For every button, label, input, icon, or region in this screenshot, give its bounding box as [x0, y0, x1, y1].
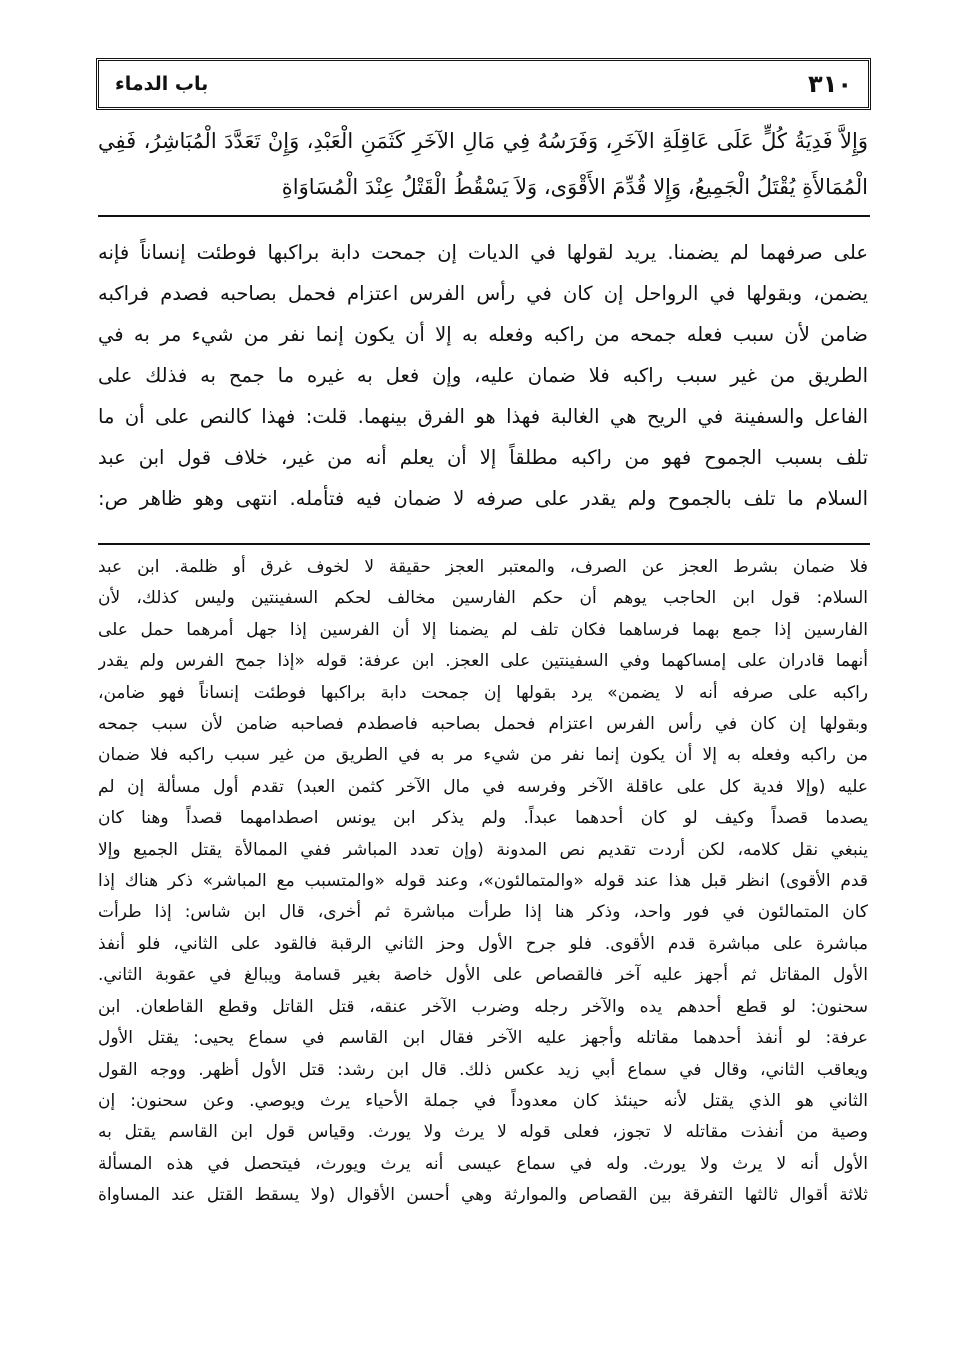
hashiya-line: وصية من أنفذت مقاتله لا تجوز، فعلى قوله لا يرث ولا يورث. وقياس قول ابن القاسم يقتل به: [98, 1122, 868, 1143]
section-divider: [98, 215, 870, 217]
sharh-line: على صرفهما لم يضمنا. يريد لقولها في الديات إن جمحت دابة براكبها فوطئت إنساناً فإنه: [98, 241, 868, 264]
hashiya-line: يصدما قصداً وكيف لو كان أحدهما عبداً. ولم يذكر ابن يونس اصطدامهما قصداً وهنا كان: [98, 808, 868, 829]
hashiya-line: عرفة: لو أنفذ أحدهما مقاتله وأجهز عليه الآخر فقال ابن القاسم في سماع يحيى: يقتل الأول: [98, 1028, 868, 1049]
hashiya-line: ويعاقب الثاني، وقال في سماع أبي زيد عكس ذلك. قال ابن رشد: قتل الأول أظهر. ووجه القول: [98, 1059, 868, 1080]
hashiya-line: سحنون: لو قطع أحدهم يده والآخر رجله وضرب الآخر عنقه، قتل القاتل وقطع القاطعان. ابن: [98, 996, 868, 1017]
hashiya-line: أنهما قادران على إمساكهما وفي السفينتين على العجز. ابن عرفة: قوله «إذا جمح الفرس ولم يقدر: [98, 651, 868, 672]
hashiya-line: فلا ضمان بشرط العجز عن الصرف، والمعتبر العجز حقيقة لا لخوف غرق أو ظلمة. ابن عبد: [98, 557, 868, 577]
hashiya-line: ثلاثة أقوال ثالثها التفرقة بين القصاص والموارثة وهي أحسن الأقوال (ولا يسقط القتل عند المساواة: [98, 1185, 868, 1206]
hashiya-text-block: [98, 552, 868, 1212]
hashiya-line: كان المتمالئون في فور واحد، وذكر هنا إذا طرأت مباشرة ثم أخرى، قال ابن شاس: إذا طرأت: [98, 902, 868, 923]
chapter-title: باب الدماء: [115, 73, 209, 95]
hashiya-line: وبقولها إن كان في رأس الفرس اعتزام فحمل بصاحبه فاصطدم فصاحبه ضامن لأن سبب جمحه: [98, 714, 868, 735]
hashiya-line: عليه (وإلا فدية كل على عاقلة الآخر وفرسه في مال الآخر كثمن العبد) تقدم أول مسألة إن لم: [98, 776, 868, 797]
matn-text-block: [98, 118, 868, 210]
hashiya-line: مباشرة على مباشرة قدم الأقوى. فلو جرح الأول وحز الثاني الرقبة فالقود على الثاني، فلو أنفذ: [98, 933, 868, 954]
hashiya-line: راكبه على صرفه أنه لا يضمن» يرد بقولها إن جمحت دابة براكبها فوطئت إنساناً فهو ضامن،: [98, 682, 868, 703]
sharh-line: الطريق من غير سبب راكبه فلا ضمان عليه، وإن فعل به غيره ما جمح به فذلك على: [98, 364, 868, 387]
sharh-line: السلام ما تلف بالجموح ولم يقدر على صرفه لا ضمان فيه فتأمله. انتهى وهو ظاهر ص:: [98, 487, 868, 510]
hashiya-line: ينبغي نقل كلامه، لكن أردت تقديم نص المدونة (وإن تعدد المباشر ففي الممالأة يقتل الجميع وإلا: [98, 839, 868, 860]
sharh-line: الفاعل والسفينة في الريح هي الغالبة فهذا هو الفرق بينهما. قلت: فهذا كالنص على أن ما: [98, 405, 868, 428]
page-number: ٣١٠: [808, 70, 852, 98]
sharh-line: ضامن لأن سبب فعله جمحه من راكبه وفعله به إلا أن يكون إنما نفر من شيء مر به في: [98, 323, 868, 346]
hashiya-line: السلام: قول ابن الحاجب يوهم أن حكم الفارسين مخالف لحكم السفينتين وليس كذلك، لأن: [98, 588, 868, 609]
section-divider: [98, 543, 870, 545]
hashiya-line: الثاني هو الذي يقتل لأنه حينئذ كان معدوداً في جملة الأحياء يرث ويوصي. وعن سحنون: إن: [98, 1090, 868, 1111]
hashiya-line: قدم الأقوى) انظر قبل هذا عند قوله «والمتمالئون»، وعند قوله «والمتسبب مع المباشر» ذكر هناك إذا: [98, 871, 868, 892]
hashiya-line: الأول المقاتل ثم أجهز عليه آخر فالقصاص على الأول خاصة بغير قسامة ويبالغ في عقوبة الثاني.: [98, 965, 868, 986]
hashiya-line: الفارسين إذا جمع بهما فرساهما فكان تلف لم يضمنا إلا أن الفرسين إذا جهل أمرهما حمل على: [98, 619, 868, 640]
hashiya-line: الأول أنه لا يرث ولا يورث. وله في سماع عيسى أنه يرث ويورث، فيتحصل في هذه المسألة: [98, 1153, 868, 1174]
matn-line: الْمُمَالأَةِ يُقْتَلُ الْجَمِيعُ، وَإِلا قُدِّمَ الأَقْوَى، وَلاَ يَسْقُطُ الْقَتْلُ عِنْدَ الْمُسَاوَاةِ: [281, 175, 868, 199]
matn-line: وَإِلاَّ فَدِيَةُ كُلٍّ عَلَى عَاقِلَةِ الآخَرِ، وَفَرَسُهُ فِي مَالِ الآخَرِ كَثَمَنِ الْعَبْدِ، وَإِنْ تَعَدَّدَ الْمُبَاشِرُ، فَفِي: [98, 129, 868, 153]
hashiya-line: من راكبه وفعله به إلا أن يكون إنما نفر من شيء مر به في الطريق من غير سبب راكبه فلا ضمان: [98, 745, 868, 766]
sharh-line: تلف بسبب الجموح فهو من راكبه مطلقاً إلا أن يعلم أنه من غير، خلاف قول ابن عبد: [98, 446, 868, 469]
sharh-text-block: [98, 232, 868, 519]
page-header: [96, 58, 871, 110]
sharh-line: يضمن، وبقولها في الرواحل إن كان في رأس الفرس اعتزام فحمل بصاحبه فصدم فراكبه: [98, 282, 868, 305]
